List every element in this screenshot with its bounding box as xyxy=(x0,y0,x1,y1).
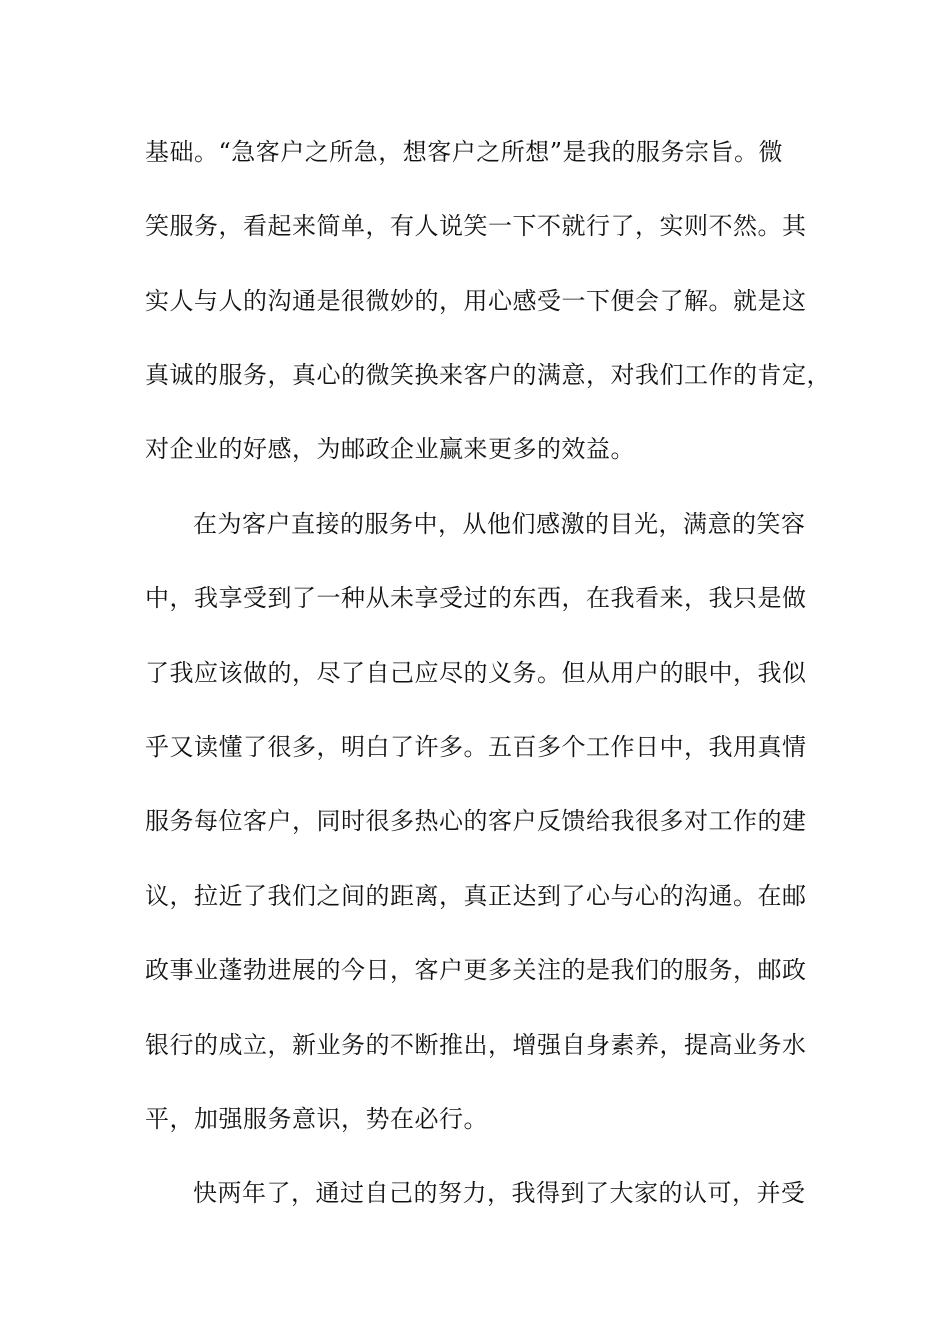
text-line: 银行的成立，新业务的不断推出，增强自身素养，提高业务水 xyxy=(145,1031,807,1059)
text-line: 对企业的好感，为邮政企业赢来更多的效益。 xyxy=(145,435,635,463)
text-line: 真诚的服务，真心的微笑换来客户的满意，对我们工作的肯定， xyxy=(145,361,831,389)
text-line: 乎又读懂了很多，明白了许多。五百多个工作日中，我用真情 xyxy=(145,733,807,761)
text-line: 平，加强服务意识，势在必行。 xyxy=(145,1105,488,1133)
text-line: 了我应该做的，尽了自己应尽的义务。但从用户的眼中，我似 xyxy=(145,659,807,687)
paragraph-first-line: 在为客户直接的服务中，从他们感激的目光，满意的笑容 xyxy=(193,510,806,538)
text-line: 基础。“急客户之所急，想客户之所想”是我的服务宗旨。微 xyxy=(145,138,784,166)
text-line: 政事业蓬勃进展的今日，客户更多关注的是我们的服务，邮政 xyxy=(145,956,807,984)
text-line: 服务每位客户，同时很多热心的客户反馈给我很多对工作的建 xyxy=(145,807,807,835)
text-line: 实人与人的沟通是很微妙的，用心感受一下便会了解。就是这 xyxy=(145,287,807,315)
text-line: 中，我享受到了一种从未享受过的东西，在我看来，我只是做 xyxy=(145,584,807,612)
text-line: 笑服务，看起来简单，有人说笑一下不就行了，实则不然。其 xyxy=(145,212,807,240)
paragraph-first-line: 快两年了，通过自己的努力，我得到了大家的认可，并受 xyxy=(193,1179,806,1207)
text-line: 议，拉近了我们之间的距离，真正达到了心与心的沟通。在邮 xyxy=(145,882,807,910)
